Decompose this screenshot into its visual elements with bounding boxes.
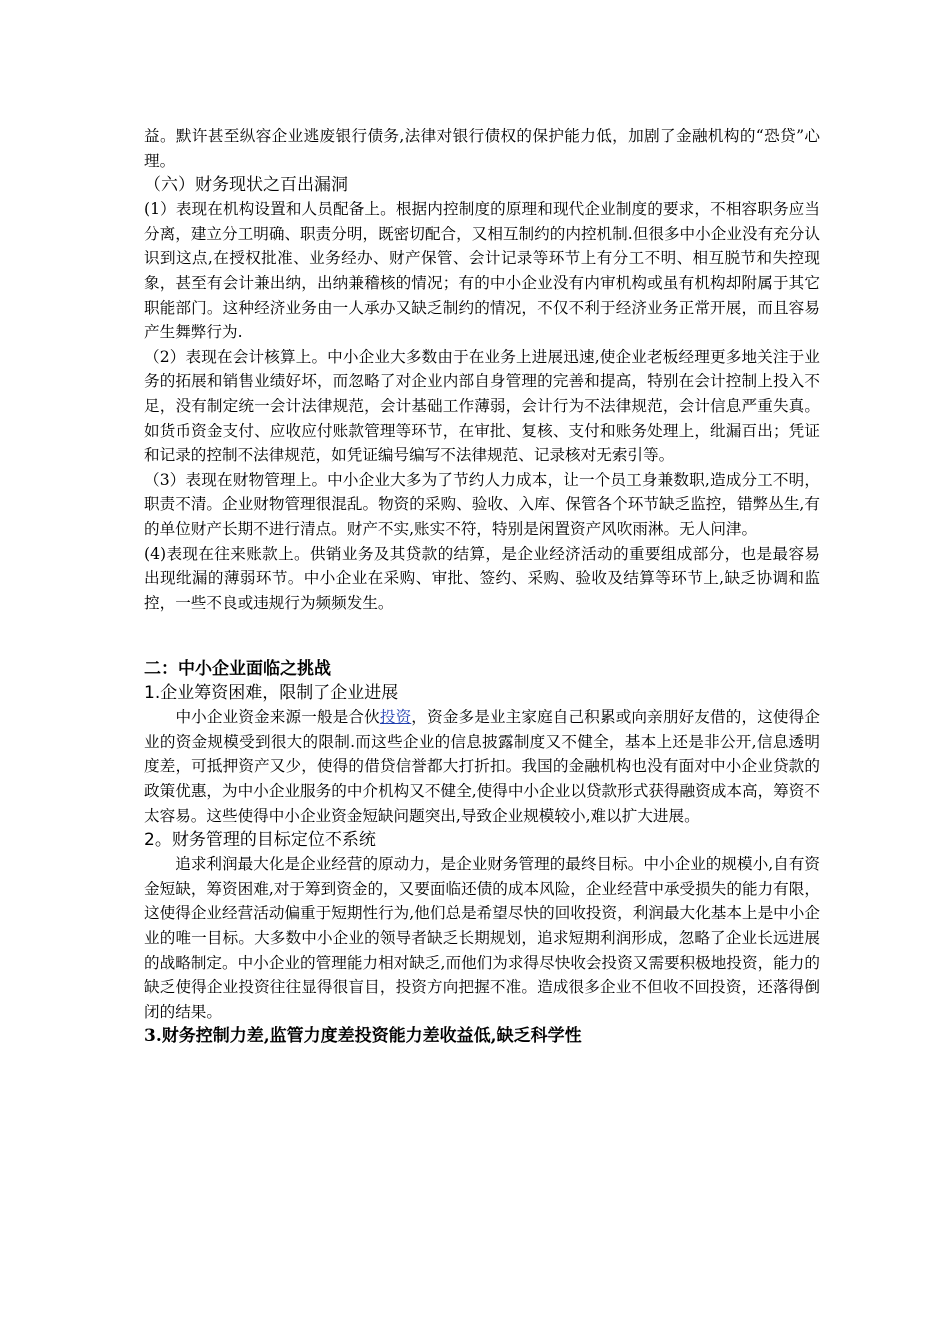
heading-subsection-2: 2。财务管理的目标定位不系统 — [144, 830, 376, 851]
paragraph-financing — [144, 705, 820, 828]
heading-subsection-3: 3.财务控制力差,监管力度差投资能力差收益低,缺乏科学性 — [144, 1026, 582, 1047]
section-spacer — [144, 615, 820, 657]
heading-chapter-2: 二：中小企业面临之挑战 — [144, 659, 331, 680]
paragraph-goals: 追求利润最大化是企业经营的原动力，是企业财务管理的最终目标。中小企业的规模小,自有资金短缺，筹资困难,对于筹到资金的，又要面临还债的成本风险，企业经营中承受损失的能力有限，这使得企业经营活动偏重于短期性行为,他们总是希望尽快的回收投资，利润最大化基本上是中小企业的唯一目标。大多数中小企业的领导者缺乏长期规划，追求短期利润形成，忽略了企业长远进展的战略制定。中小企业的管理能力相对缺乏,而他们为求得尽快收会投资又需要积极地投资，能力的缺乏使得企业投资往往显得很盲目，投资方向把握不准。造成很多企业不但收不回投资，还落得倒闭的结果。 — [144, 855, 820, 1021]
paragraph-financing-start: 中小企业资金来源一般是合伙 — [144, 708, 380, 727]
paragraph-point-2: （2）表现在会计核算上。中小企业大多数由于在业务上进展迅速,使企业老板经理更多地关注于业务的拓展和销售业绩好坏，而忽略了对企业内部自身管理的完善和提高，特别在会计控制上投入不足，没有制定统一会计法律规范，会计基础工作薄弱，会计行为不法律规范，会计信息严重失真。如货币资金支付、应收应付账款管理等环节，在审批、复核、支付和账务处理上，纰漏百出；凭证和记录的控制不法律规范，如凭证编号编写不法律规范、记录核对无索引等。 — [144, 347, 820, 465]
document-page — [144, 124, 820, 1048]
heading-subsection-1: 1.企业筹资困难，限制了企业进展 — [144, 683, 399, 704]
paragraph-intro: 益。默许甚至纵容企业逃废银行债务,法律对银行债权的保护能力低，加剧了金融机构的“恐贷”心理。 — [144, 127, 820, 170]
investment-link[interactable]: 投资 — [379, 708, 412, 727]
paragraph-point-3: （3）表现在财物管理上。中小企业大多为了节约人力成本，让一个员工身兼数职,造成分工不明，职责不清。企业财物管理很混乱。物资的采购、验收、入库、保管各个环节缺乏监控，错弊丛生,有的单位财产长期不进行清点。财产不实,账实不符，特别是闲置资产风吹雨淋。无人问津。 — [144, 470, 820, 538]
paragraph-point-4: (4)表现在往来账款上。供销业务及其贷款的结算，是企业经济活动的重要组成部分，也是最容易出现纰漏的薄弱环节。中小企业在采购、审批、签约、采购、验收及结算等环节上,缺乏协调和监控，一些不良或违规行为频频发生。 — [144, 544, 820, 612]
heading-section-6: （六）财务现状之百出漏洞 — [144, 175, 348, 196]
paragraph-point-1: (1）表现在机构设置和人员配备上。根据内控制度的原理和现代企业制度的要求，不相容职务应当分离，建立分工明确、职责分明，既密切配合，又相互制约的内控机制.但很多中小企业没有充分认识到这点,在授权批准、业务经办、财产保管、会计记录等环节上有分工不明、相互脱节和失控现象，甚至有会计兼出纳，出纳兼稽核的情况；有的中小企业没有内审机构或虽有机构却附属于其它职能部门。这种经济业务由一人承办又缺乏制约的情况，不仅不利于经济业务正常开展，而且容易产生舞弊行为. — [144, 200, 820, 342]
paragraph-financing-rest: ，资金多是业主家庭自己积累或向亲朋好友借的，这使得企业的资金规模受到很大的限制.而这些企业的信息披露制度又不健全，基本上还是非公开,信息透明度差，可抵押资产又少，使得的借贷信誉都大打折扣。我国的金融机构也没有面对中小企业贷款的政策优惠，为中小企业服务的中介机构又不健全,使得中小企业以贷款形式获得融资成本高，筹资不太容易。这些使得中小企业资金短缺问题突出,导致企业规模较小,难以扩大进展。 — [144, 708, 820, 825]
